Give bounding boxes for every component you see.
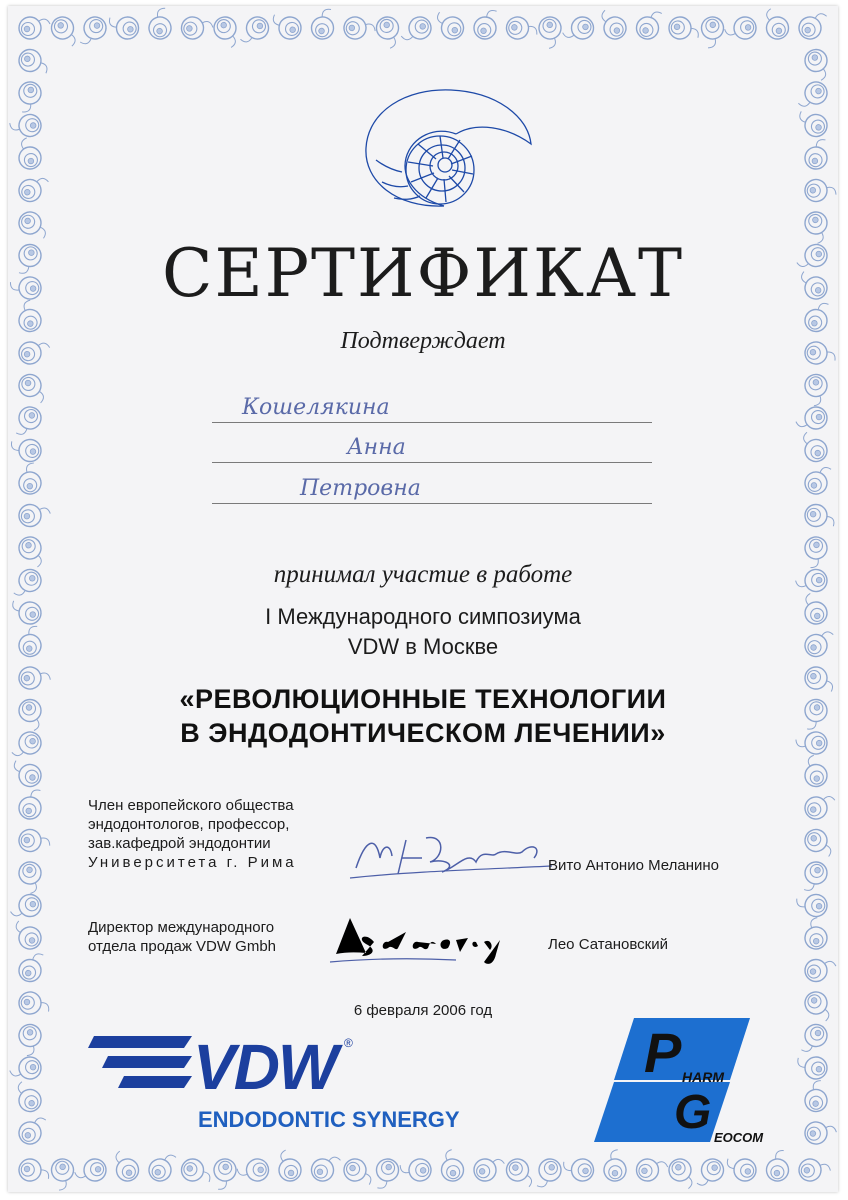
border-shell-icon bbox=[796, 103, 832, 141]
border-shell-icon bbox=[800, 372, 830, 408]
border-shell-icon bbox=[19, 17, 50, 39]
recipient-surname: Кошелякина bbox=[242, 395, 390, 420]
pharmgeocom-harm: HARM bbox=[682, 1069, 724, 1085]
patronymic-line bbox=[212, 473, 652, 504]
border-shell-icon bbox=[205, 1155, 240, 1192]
border-shell-icon bbox=[805, 959, 836, 982]
border-shell-icon bbox=[341, 14, 378, 45]
pharmgeocom-letter-g: G bbox=[674, 1086, 712, 1139]
border-shell-icon bbox=[794, 857, 832, 894]
surname-line bbox=[212, 392, 652, 423]
border-shell-icon bbox=[8, 109, 44, 140]
border-shell-icon bbox=[213, 16, 238, 49]
border-shell-icon bbox=[366, 1154, 403, 1192]
border-shell-icon bbox=[113, 1148, 141, 1183]
participation-text: принимал участие в работе bbox=[273, 561, 573, 588]
border-shell-icon bbox=[177, 1154, 214, 1192]
border-shell-icon bbox=[440, 1149, 467, 1183]
border-shell-icon bbox=[19, 138, 42, 170]
signatory-1-role-line: Университета г. Рима bbox=[88, 854, 297, 871]
border-shell-icon bbox=[15, 1079, 43, 1114]
symposium-line-2: VDW в Москве bbox=[347, 634, 499, 659]
border-shell-icon bbox=[269, 6, 305, 43]
border-shell-icon bbox=[794, 79, 830, 110]
border-shell-icon bbox=[560, 1150, 598, 1186]
border-shell-icon bbox=[9, 893, 42, 918]
border-shell-icon bbox=[794, 1047, 832, 1084]
border-shell-icon bbox=[74, 1157, 107, 1182]
border-shell-icon bbox=[10, 78, 46, 116]
signatory-2-role-line: Директор международного bbox=[88, 919, 275, 936]
border-shell-icon bbox=[8, 430, 45, 466]
signatory-1-role-line: зав.кафедрой эндодонтии bbox=[88, 835, 271, 852]
border-shell-icon bbox=[15, 45, 52, 83]
first-name-line bbox=[212, 432, 652, 463]
border-shell-icon bbox=[636, 1158, 668, 1182]
border-shell-icon bbox=[502, 13, 540, 48]
vdw-tagline: ENDODONTIC SYNERGY bbox=[198, 1107, 460, 1132]
pharmgeocom-eocom: EOCOM bbox=[714, 1130, 764, 1144]
signature-melanino bbox=[346, 828, 556, 888]
symposium-line-1: I Международного симпозиума bbox=[265, 604, 581, 629]
border-shell-icon bbox=[235, 14, 272, 46]
border-shell-icon bbox=[797, 1157, 832, 1185]
signatory-2-role-line: отдела продаж VDW Gmbh bbox=[88, 938, 277, 955]
recipient-patronymic: Петровна bbox=[300, 476, 421, 501]
border-shell-icon bbox=[598, 6, 629, 42]
signatory-2-role bbox=[88, 918, 276, 956]
border-shell-icon bbox=[9, 1056, 41, 1080]
border-shell-icon bbox=[793, 1020, 831, 1055]
border-shell-icon bbox=[665, 13, 703, 50]
border-shell-icon bbox=[801, 1078, 834, 1115]
vdw-wordmark: VDW bbox=[193, 1031, 337, 1103]
topic-line-2: В ЭНДОДОНТИЧЕСКОМ ЛЕЧЕНИИ» bbox=[180, 718, 666, 748]
border-shell-icon bbox=[795, 10, 832, 43]
border-shell-icon bbox=[601, 1148, 632, 1184]
border-shell-icon bbox=[473, 1157, 506, 1183]
border-shell-icon bbox=[13, 1021, 44, 1058]
border-shell-icon bbox=[723, 1148, 760, 1185]
pharmgeocom-letter-p: P bbox=[644, 1021, 682, 1084]
nautilus-shell-illustration bbox=[356, 86, 536, 236]
border-shell-icon bbox=[340, 1155, 375, 1192]
border-shell-icon bbox=[17, 175, 52, 204]
border-shell-icon bbox=[307, 6, 343, 43]
border-shell-icon bbox=[763, 1147, 797, 1185]
border-shell-icon bbox=[469, 6, 507, 43]
border-shell-icon bbox=[15, 1155, 53, 1191]
border-shell-icon bbox=[235, 1154, 271, 1183]
border-shell-icon bbox=[12, 915, 44, 952]
border-shell-icon bbox=[804, 49, 828, 81]
border-shell-icon bbox=[15, 950, 53, 986]
border-shell-icon bbox=[793, 886, 831, 921]
border-shell-icon bbox=[145, 1151, 183, 1185]
signatory-1-role-line: Член европейского общества bbox=[88, 797, 294, 814]
border-shell-icon bbox=[309, 1154, 345, 1184]
border-shell-icon bbox=[398, 15, 433, 43]
confirms-text: Подтверждает bbox=[340, 328, 506, 354]
border-shell-icon bbox=[534, 15, 563, 50]
border-shell-icon bbox=[105, 6, 143, 43]
border-shell-icon bbox=[801, 136, 838, 174]
vdw-stripes-icon bbox=[88, 1026, 198, 1106]
border-shell-icon bbox=[796, 407, 827, 430]
signature-satanovsky bbox=[326, 912, 536, 970]
border-shell-icon bbox=[16, 460, 48, 497]
border-shell-icon bbox=[375, 16, 399, 48]
border-shell-icon bbox=[15, 1114, 53, 1148]
pharmgeocom-logo bbox=[590, 1018, 772, 1144]
border-shell-icon bbox=[803, 916, 832, 952]
signatory-2-name: Лео Сатановский bbox=[548, 936, 668, 953]
border-shell-icon bbox=[45, 1156, 77, 1192]
border-shell-icon bbox=[145, 6, 178, 43]
border-shell-icon bbox=[72, 13, 110, 48]
border-shell-icon bbox=[632, 8, 670, 44]
border-shell-icon bbox=[800, 500, 838, 537]
border-shell-icon bbox=[16, 860, 43, 894]
certificate-date: 6 февраля 2006 год bbox=[353, 1002, 493, 1019]
border-shell-icon bbox=[562, 17, 594, 40]
border-shell-icon bbox=[18, 503, 51, 528]
border-shell-icon bbox=[724, 14, 758, 40]
signatory-1-role bbox=[88, 796, 338, 872]
recipient-first-name: Анна bbox=[347, 435, 406, 460]
border-shell-icon bbox=[16, 371, 47, 408]
border-shell-icon bbox=[804, 755, 829, 788]
border-shell-icon bbox=[667, 1157, 695, 1192]
certificate-page bbox=[8, 6, 838, 1192]
border-shell-icon bbox=[801, 826, 835, 864]
border-shell-icon bbox=[15, 826, 53, 859]
certificate-title: СЕРТИФИКАТ bbox=[161, 235, 685, 312]
border-shell-icon bbox=[10, 753, 45, 791]
border-shell-icon bbox=[803, 211, 829, 244]
border-shell-icon bbox=[803, 793, 838, 821]
border-shell-icon bbox=[528, 1155, 566, 1192]
border-shell-icon bbox=[397, 1152, 434, 1185]
border-shell-icon bbox=[802, 176, 838, 208]
border-shell-icon bbox=[503, 1156, 535, 1192]
border-shell-icon bbox=[433, 6, 467, 43]
signatory-1-role-line: эндодонтологов, профессор, bbox=[88, 816, 290, 833]
border-shell-icon bbox=[49, 14, 79, 50]
vdw-registered-mark: ® bbox=[344, 1036, 353, 1050]
border-shell-icon bbox=[14, 786, 51, 824]
border-shell-icon bbox=[180, 15, 214, 42]
border-shell-icon bbox=[694, 13, 727, 50]
border-shell-icon bbox=[690, 1155, 728, 1189]
border-shell-icon bbox=[8, 403, 45, 439]
border-shell-icon bbox=[801, 463, 838, 498]
border-shell-icon bbox=[803, 1120, 837, 1147]
border-shell-icon bbox=[800, 428, 829, 464]
signatory-1-name: Вито Антонио Меланино bbox=[548, 857, 719, 874]
border-shell-icon bbox=[279, 1150, 302, 1181]
topic-line-1: «РЕВОЛЮЦИОННЫЕ ТЕХНОЛОГИИ bbox=[179, 684, 667, 714]
border-shell-icon bbox=[764, 7, 790, 41]
